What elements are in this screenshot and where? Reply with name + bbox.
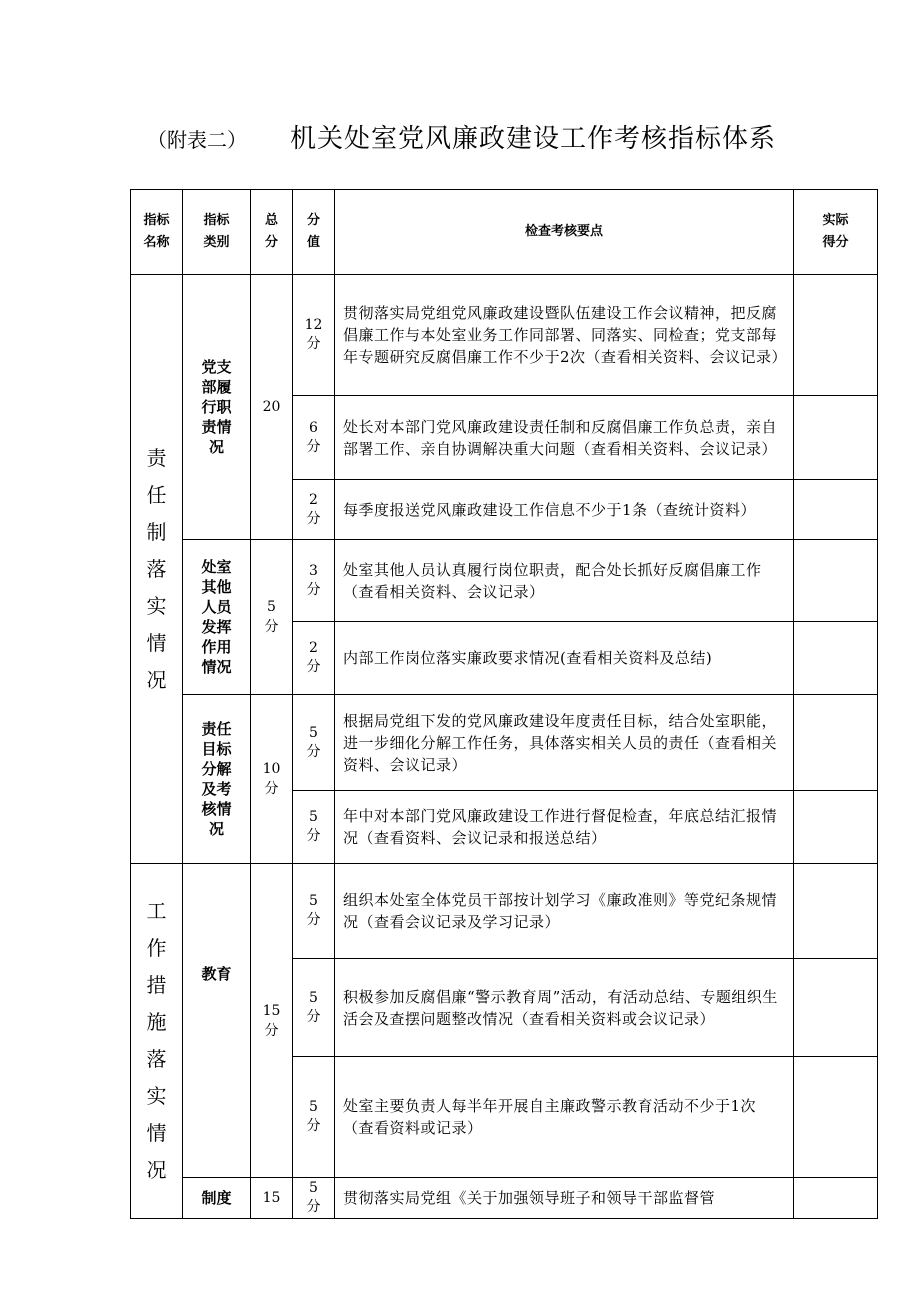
check-point-text: 内部工作岗位落实廉政要求情况(查看相关资料及总结): [335, 622, 794, 695]
check-point-text: 每季度报送党风廉政建设工作信息不少于1条（查统计资料）: [335, 480, 794, 540]
type-other-staff: 处室 其他 人员 发挥 作用 情况: [183, 540, 251, 695]
category-responsibility: 责 任 制 落 实 情 况: [131, 275, 183, 864]
actual-score-cell[interactable]: [794, 1178, 878, 1219]
score-cell: 5 分: [293, 1178, 335, 1219]
actual-score-cell[interactable]: [794, 480, 878, 540]
actual-score-cell[interactable]: [794, 1057, 878, 1178]
assessment-table: [130, 189, 878, 1219]
category-work-measures: 工 作 措 施 落 实 情 况: [131, 864, 183, 1219]
score-cell: 5 分: [293, 959, 335, 1057]
score-cell: 12 分: [293, 275, 335, 396]
score-cell: 6 分: [293, 396, 335, 480]
score-cell: 5 分: [293, 864, 335, 959]
type-education: 教育: [183, 864, 251, 1178]
table-row: [131, 275, 878, 396]
total-score: 15: [251, 1178, 293, 1219]
actual-score-cell[interactable]: [794, 864, 878, 959]
score-cell: 5 分: [293, 1057, 335, 1178]
score-cell: 5 分: [293, 791, 335, 864]
title-main: 机关处室党风廉政建设工作考核指标体系: [290, 124, 777, 154]
actual-score-cell[interactable]: [794, 695, 878, 791]
table-row: [131, 695, 878, 791]
actual-score-cell[interactable]: [794, 622, 878, 695]
document-title: [0, 118, 920, 158]
header-score: 分 值: [293, 190, 335, 275]
score-cell: 2 分: [293, 622, 335, 695]
check-point-text: 年中对本部门党风廉政建设工作进行督促检查，年底总结汇报情况（查看资料、会议记录和报送总结）: [335, 791, 794, 864]
check-point-text: 组织本处室全体党员干部按计划学习《廉政准则》等党纪条规情况（查看会议记录及学习记录）: [335, 864, 794, 959]
actual-score-cell[interactable]: [794, 275, 878, 396]
type-responsibility-goals: 责任 目标 分解 及考 核情 况: [183, 695, 251, 864]
table-row: [131, 864, 878, 959]
total-score: 15 分: [251, 864, 293, 1178]
actual-score-cell[interactable]: [794, 959, 878, 1057]
header-actual-score: 实际 得分: [794, 190, 878, 275]
header-indicator-type: 指标 类别: [183, 190, 251, 275]
header-indicator-name: 指标 名称: [131, 190, 183, 275]
total-score: 10 分: [251, 695, 293, 864]
score-cell: 3 分: [293, 540, 335, 622]
check-point-text: 处室主要负责人每半年开展自主廉政警示教育活动不少于1次（查看资料或记录）: [335, 1057, 794, 1178]
check-point-text: 贯彻落实局党组《关于加强领导班子和领导干部监督管: [335, 1178, 794, 1219]
score-cell: 2 分: [293, 480, 335, 540]
check-point-text: 处长对本部门党风廉政建设责任制和反腐倡廉工作负总责，亲自部署工作、亲自协调解决重大问题（查看相关资料、会议记录）: [335, 396, 794, 480]
actual-score-cell[interactable]: [794, 396, 878, 480]
actual-score-cell[interactable]: [794, 791, 878, 864]
total-score: 20: [251, 275, 293, 540]
total-score: 5 分: [251, 540, 293, 695]
actual-score-cell[interactable]: [794, 540, 878, 622]
score-cell: 5 分: [293, 695, 335, 791]
type-system: 制度: [183, 1178, 251, 1219]
check-point-text: 处室其他人员认真履行岗位职责，配合处长抓好反腐倡廉工作（查看相关资料、会议记录）: [335, 540, 794, 622]
check-point-text: 贯彻落实局党组党风廉政建设暨队伍建设工作会议精神，把反腐倡廉工作与本处室业务工作同部署、同落实、同检查；党支部每年专题研究反腐倡廉工作不少于2次（查看相关资料、会议记录）: [335, 275, 794, 396]
header-row: [131, 190, 878, 275]
header-total-score: 总 分: [251, 190, 293, 275]
check-point-text: 积极参加反腐倡廉“警示教育周”活动，有活动总结、专题组织生活会及查摆问题整改情况（查看相关资料或会议记录）: [335, 959, 794, 1057]
title-prefix: （附表二）: [147, 128, 247, 152]
table-row: [131, 1178, 878, 1219]
type-party-branch: 党支 部履 行职 责情 况: [183, 275, 251, 540]
check-point-text: 根据局党组下发的党风廉政建设年度责任目标，结合处室职能，进一步细化分解工作任务，具体落实相关人员的责任（查看相关资料、会议记录）: [335, 695, 794, 791]
table-row: [131, 540, 878, 622]
header-check-points: 检查考核要点: [335, 190, 794, 275]
